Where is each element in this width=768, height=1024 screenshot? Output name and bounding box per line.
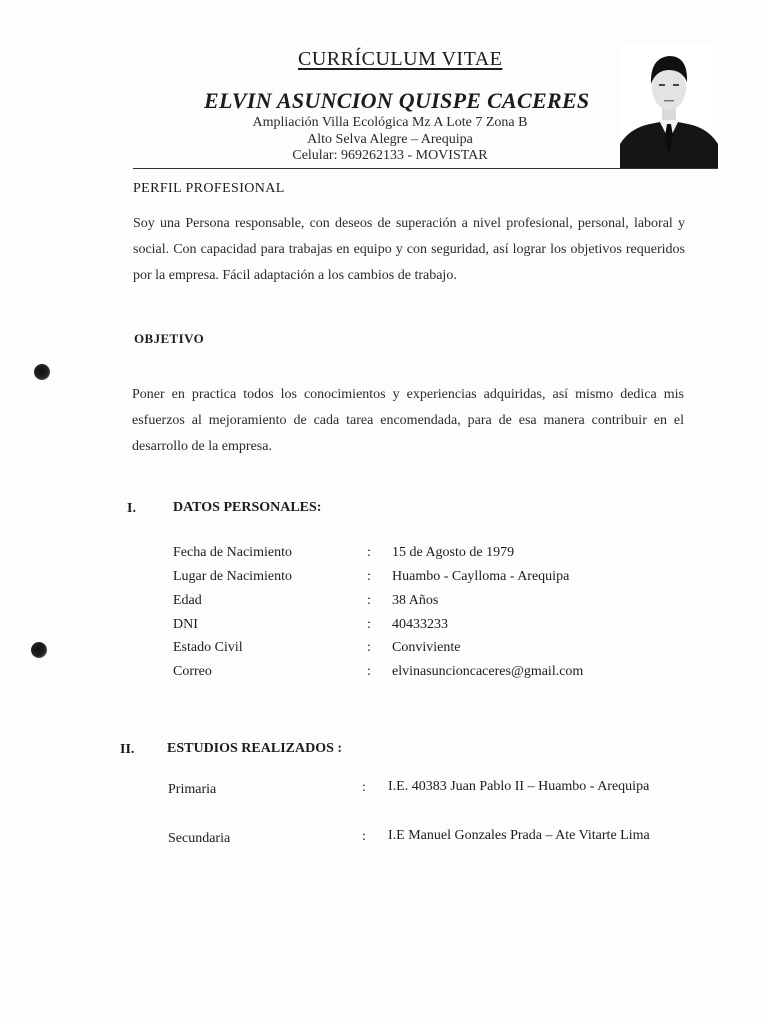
personal-row-value: 38 Años [392,593,439,608]
personal-row-value: Huambo - Caylloma - Arequipa [392,569,570,584]
personal-row-label: DNI [173,617,198,632]
objetivo-heading: OBJETIVO [134,331,205,346]
personal-row-label: Correo [173,664,212,679]
personal-row-value: 40433233 [392,617,448,632]
personal-row-colon: : [367,569,371,584]
personal-row-colon: : [367,664,371,679]
email-value: elvinasuncioncaceres@gmail.com [392,664,584,679]
section-number-2: II. [120,742,135,757]
studies-row-value: I.E. 40383 Juan Pablo II – Huambo - Arequipa [388,779,650,794]
header-divider [133,168,718,169]
perfil-text: Soy una Persona responsable, con deseos de superación a nivel profesional, personal, laboral y social. Con capacidad para trabajas en equipo y con seguridad, así lograr los objetivos requeridos por la empresa. Fácil adaptación a los cambios de trabajo. [133,216,685,283]
personal-row-value: Conviviente [392,640,461,655]
punch-hole-icon [31,642,47,658]
portrait-photo-icon [620,44,718,168]
studies-row-label: Secundaria [168,831,231,846]
personal-row-colon: : [367,640,371,655]
studies-row-colon: : [362,780,366,795]
phone-line: Celular: 969262133 - MOVISTAR [292,148,488,163]
personal-row-colon: : [367,545,371,560]
studies-row-colon: : [362,829,366,844]
address-line-2: Alto Selva Alegre – Arequipa [307,132,473,147]
datos-personales-heading: DATOS PERSONALES: [173,500,322,515]
perfil-heading: PERFIL PROFESIONAL [133,181,285,196]
personal-row-label: Lugar de Nacimiento [173,569,292,584]
personal-row-label: Edad [173,593,202,608]
personal-row-colon: : [367,617,371,632]
estudios-heading: ESTUDIOS REALIZADOS : [167,741,343,756]
studies-row-label: Primaria [168,782,217,797]
personal-row-value: 15 de Agosto de 1979 [392,545,515,560]
punch-hole-icon [34,364,50,380]
address-line-1: Ampliación Villa Ecológica Mz A Lote 7 Zona B [252,115,528,130]
section-number-1: I. [127,501,136,516]
personal-row-colon: : [367,593,371,608]
objetivo-text: Poner en practica todos los conocimientos y experiencias adquiridas, así mismo dedica mis esfuerzos al mejoramiento de cada tarea encomendada, para de esa manera contribuir en el desarrollo de la empresa. [132,387,684,454]
candidate-name: ELVIN ASUNCION QUISPE CACERES [204,88,590,113]
personal-row-label: Fecha de Nacimiento [173,545,292,560]
document-title: CURRÍCULUM VITAE [298,48,503,70]
personal-row-label: Estado Civil [173,640,243,655]
studies-row-value: I.E Manuel Gonzales Prada – Ate Vitarte Lima [388,828,650,843]
